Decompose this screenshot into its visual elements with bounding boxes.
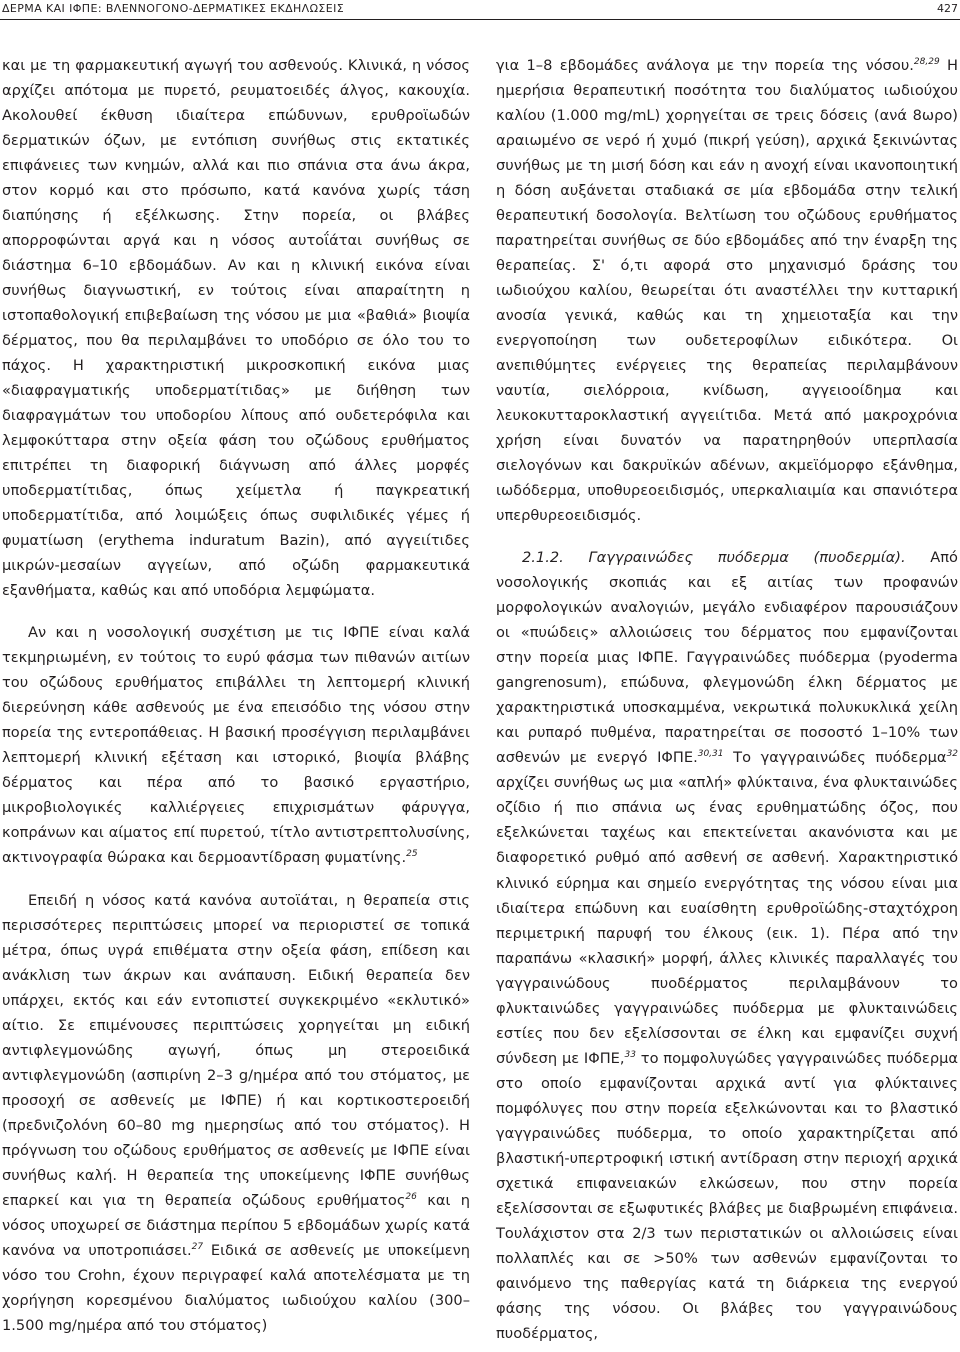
paragraph-text: για 1–8 εβδομάδες ανάλογα με την πορεία της νόσου. <box>496 57 914 74</box>
paragraph-text: Η ημερήσια θεραπευτική ποσότητα του διαλύματος ιωδιούχου καλίου (1.000 mg/mL) χορηγείται σε τρεις δόσεις (ανά 8ωρο) αραιωμένο σε νερό ή χυμό (πικρή γεύση), αρχικά ξεκινώντας συνήθως με τη μισή δόση και εάν η ανοχή είναι ικανοποιητική η δόση αυξάνεται σταδιακά σε μία εβδομάδα στην τελική θεραπευτική δοσολογία. Βελτίωση του οζώδους ερυθήματος παρατηρείται συνήθως σε δύο εβδομάδες από την έναρξη της θεραπείας. Σ' ό,τι αφορά στο μηχανισμό δράσης του ιωδιούχου καλίου, θεωρείται ότι αναστέλλει την κυτταρική ανοσία γενικά, καθώς και τη χημειοταξία και την ενεργοποίηση των ουδετεροφίλων ειδικότερα. Οι ανεπιθύμητες ενέργειες της θεραπείας περιλαμβάνουν ναυτία, σιελόρροια, κνίδωση, αγγειοοίδημα και λευκοκυτταροκλαστική αγγειίτιδα. Μετά από μακροχρόνια χρήση είναι δυνατόν να παρατηρηθούν υπερπλασία σιελογόνων και δακρυϊκών αδένων, ακμεϊόμορφο εξάνθημα, ιωδόδερμα, υποθυρεοειδισμός, υπερκαλιαιμία και σπανιότερα υπερθυρεοειδισμός. <box>496 57 958 525</box>
running-title: ΔΕΡΜΑ ΚΑΙ ΙΦΠΕ: ΒΛΕΝΝΟΓΟΝΟ-ΔΕΡΜΑΤΙΚΕΣ ΕΚΔΗΛΩΣΕΙΣ <box>2 2 345 15</box>
header-rule <box>0 19 960 20</box>
page-header <box>0 0 960 22</box>
citation-ref: 26 <box>405 1191 417 1202</box>
left-column <box>2 53 470 1338</box>
paragraph-text: Ειδικά σε ασθενείς με υποκείμενη νόσο του Crohn, έχουν περιγραφεί καλά αποτελέσματα με τη χορήγηση κορεσμένου διαλύματος ιωδιούχου καλίου (300–1.500 mg/ημέρα από του στόματος) <box>2 1241 470 1334</box>
section-heading: 2.1.2. Γαγγραινώδες πυόδερμα (πυοδερμία). <box>522 549 906 567</box>
citation-ref: 32 <box>946 749 959 760</box>
page-number: 427 <box>937 2 958 15</box>
citation-ref: 28,29 <box>913 57 940 67</box>
paragraph-text: Αν και η νοσολογική συσχέτιση με τις ΙΦΠΕ είναι καλά τεκμηριωμένη, εν τούτοις το ευρύ φάσμα των πιθανών αιτίων του οζώδους ερυθήματος επιβάλλει τη λεπτομερή κλινική διερεύνηση κάθε ασθενούς με ένα επεισόδιο της νόσου στην πορεία της εντεροπάθειας. Η βασική προσέγγιση περιλαμβάνει λεπτομερή κλινική εξέταση και ιστορικό, βιοψία βλάβης δέρματος και πέρα από το βασικό εργαστήριο, μικροβιολογικές καλλιέργειες επιχρισμάτων φάρυγγα, κοπράνων και αίματος επί πυρετού, τίτλο αντιστρεπτολυσίνης, ακτινογραφία θώρακα και δερμοαντίδραση φυματίνης. <box>2 624 470 867</box>
paragraph <box>2 888 470 1338</box>
paragraph-text: το πομφολυγώδες γαγγραινώδες πυόδερμα στο οποίο εμφανίζονται αρχικά αντί για φλύκταινες πομφόλυγες που στην πορεία εξελκώνονται και το βλαστικό γαγγραινώδες πυόδερμα, το οποίο χαρακτηρίζεται από βλαστική-υπερτροφική ιστική αντίδραση στην περιοχή αρχικά σχετικά επιφανειακών ελκώσεων, που στην πορεία εξελίσσονται σε εξωφυτικές βλάβες με διαβρωμένη επιφάνεια. Τουλάχιστον στα 2/3 των περιστατικών οι αλλοιώσεις είναι πολλαπλές και σε >50% των ασθενών εμφανίζονται το φαινόμενο της παθεργίας κατά τη διάρκεια της ενεργού φάσης της νόσου. Οι βλάβες του γαγγραινώδους πυοδέρματος, <box>496 1049 958 1342</box>
paragraph-text: Το γαγγραινώδες πυόδερμα <box>723 749 947 767</box>
paragraph-text: Επειδή η νόσος κατά κανόνα αυτοϊάται, η θεραπεία στις περισσότερες περιπτώσεις μπορεί να περιοριστεί σε τοπικά μέτρα, όπως υγρά επιθέματα στην οξεία φάση, επίδεση και ανάκλιση των άκρων και ανάπαυση. Ειδική θεραπεία δεν υπάρχει, εκτός και εάν εντοπιστεί συγκεκριμένο «εκλυτικό» αίτιο. Σε επιμένουσες περιπτώσεις χορηγείται μη ειδική αντιφλεγμονώδης αγωγή, όπως μη στεροειδικά αντιφλεγμονώδη (ασπιρίνη 2–3 g/ημέρα από του στόματος, με προσοχή σε ασθενείς με ΙΦΠΕ) ή και κορτικοστεροειδή (πρεδνιζολόνη 60–80 mg ημερησίως από του στόματος). Η πρόγνωση του οζώδους ερυθήματος σε ασθενείς με ΙΦΠΕ είναι συνήθως καλή. Η θεραπεία της υποκείμενης ΙΦΠΕ συνήθως επαρκεί και για τη θεραπεία οζώδους ερυθήματος <box>2 891 470 1209</box>
paragraph <box>2 620 470 870</box>
paragraph-text: και με τη φαρμακευτική αγωγή του ασθενούς. Κλινικά, η νόσος αρχίζει απότομα με πυρετό, ρευματοειδές άλγος, κακουχία. Ακολουθεί έκθυση ιδιαίτερα επώδυνων, ερυθροϊωδών δερματικών όζων, με εντόπιση συνήθως στις εκτατικές επιφάνειες των κνημών, αλλά και πιο σπάνια στα άνω άκρα, στον κορμό και στο πρόσωπο, κατά κανόνα χωρίς τάση διαπύησης ή εξέλκωσης. Στην πορεία, οι βλάβες απορροφώνται αργά και η νόσος αυτοΐάται συνήθως σε διάστημα 6–10 εβδομάδων. Αν και η κλινική εικόνα είναι συνήθως διαγνωστική, εν τούτοις είναι απαραίτητη η ιστοπαθολογική επιβεβαίωση της νόσου με μια «βαθιά» βιοψία δέρματος, που θα περιλαμβάνει το υποδόριο σε όλο του το πάχος. Η χαρακτηριστική μικροσκοπική εικόνα μιας «διαφραγματικής υποδερματίτιδας» με διήθηση των διαφραγμάτων του υποδορίου λίπους από ουδετερόφιλα και λεμφοκύτταρα στην οξεία φάση του οζώδους ερυθήματος επιτρέπει τη διαφορική διάγνωση από άλλες μορφές υποδερματίτιδας, όπως χείμετλα ή παγκρεατική υποδερματίτιδα, από λοιμώξεις όπως συφιλιδικές γέμες ή φυματίωση (erythema induratum Bazin), από αγγειίτιδες μικρών-μεσαίων αγγείων, από οζώδη φαρμακευτικά εξανθήματα, καθώς και από υποδόρια λεμφώματα. <box>2 57 470 600</box>
paragraph-text: αρχίζει συνήθως ως μια «απλή» φλύκταινα, ένα φλυκταινώδες οζίδιο ή πιο σπάνια ως ένας ερυθηματώδης όζος, που εξελκώνεται ταχέως και επεκτείνεται ακανόνιστα και με διαφορετικό ρυθμό από ασθενή σε ασθενή. Χαρακτηριστικό κλινικό εύρημα και σημείο ενεργότητας της νόσου είναι μια ιδιαίτερα επώδυνη και ευαίσθητη ερυθροϊώδης-σταχτόχροη περιμετρική παρυφή του έλκους (εικ. 1). Πέρα από την παραπάνω «κλασική» μορφή, άλλες κλινικές παραλλαγές του γαγγραινώδους πυοδέρματος περιλαμβάνουν το φλυκταινώδες γαγγραινώδες πυόδερμα με φλυκταινώδεις εστίες που δεν εξελίσσονται σε έλκη και εμφανίζει συχνή σύνδεση με ΙΦΠΕ, <box>496 774 958 1067</box>
paragraph-text: Από νοσολογικής σκοπιάς και εξ αιτίας των προφανών μορφολογικών αναλογιών, μεγάλο ενδιαφέρον παρουσιάζουν οι «πυώδεις» αλλοιώσεις του δέρματος που εμφανίζονται στην πορεία μιας ΙΦΠΕ. Γαγγραινώδες πυόδερμα (pyoderma gangrenosum), επώδυνα, φλεγμονώδη έλκη δέρματος με χαρακτηριστικά υποσκαμμένα, νεκρωτικά πολυκυκλικά χείλη και ρυπαρό πυθμένα, παρατηρείται σε ποσοστό 1–10% των ασθενών με ενεργό ΙΦΠΕ. <box>496 549 958 767</box>
citation-ref: 27 <box>191 1241 204 1252</box>
paragraph <box>2 53 470 603</box>
citation-ref: 33 <box>624 1049 636 1060</box>
paragraph <box>496 545 958 1346</box>
citation-ref: 30,31 <box>697 749 724 760</box>
paragraph-text: και η νόσος υποχωρεί σε διάστημα περίπου 5 εβδομάδων χωρίς κατά κανόνα να υποτροπιάσει. <box>2 1191 470 1259</box>
paragraph <box>496 53 958 528</box>
right-column <box>496 53 958 1346</box>
citation-ref: 25 <box>406 849 418 860</box>
